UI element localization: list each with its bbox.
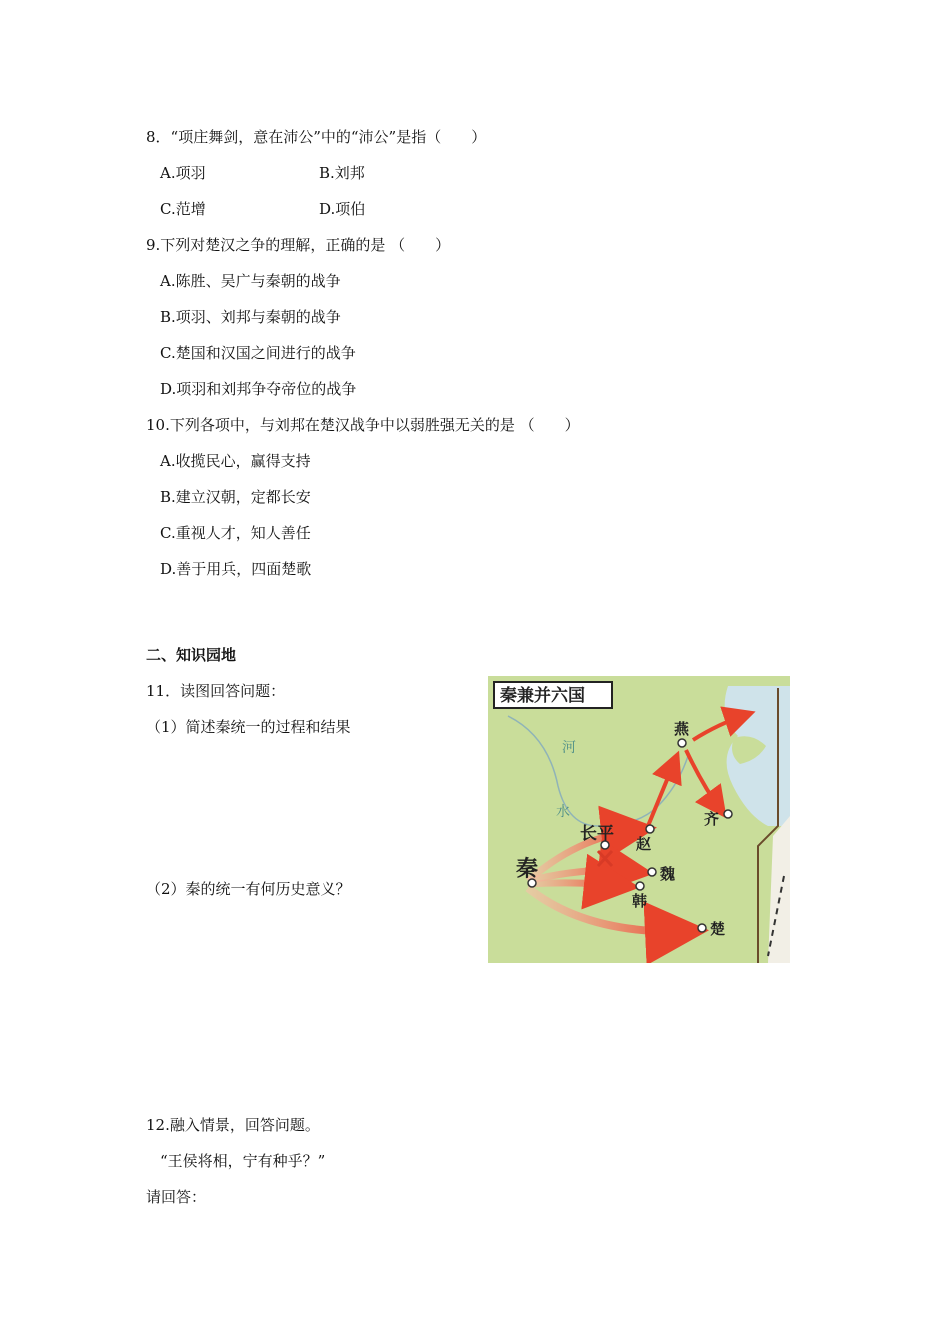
question-12-stem: 12.融入情景，回答问题。 bbox=[146, 1116, 320, 1134]
q10-option-d: D.善于用兵，四面楚歌 bbox=[160, 560, 312, 578]
city-wei-dot bbox=[648, 868, 656, 876]
label-qi: 齐 bbox=[704, 810, 720, 828]
q9-option-d: D.项羽和刘邦争夺帝位的战争 bbox=[160, 380, 357, 398]
q8-option-b: B.刘邦 bbox=[319, 164, 365, 182]
q10-option-b: B.建立汉朝，定都长安 bbox=[160, 488, 311, 506]
label-changping: 长平 bbox=[580, 824, 614, 844]
city-qi-dot bbox=[724, 810, 732, 818]
label-river-he: 河 bbox=[562, 740, 576, 756]
label-qin: 秦 bbox=[516, 857, 539, 882]
q9-option-c: C.楚国和汉国之间进行的战争 bbox=[160, 344, 356, 362]
label-wei: 魏 bbox=[660, 865, 676, 883]
q12-quote: “王侯将相，宁有种乎？” bbox=[160, 1152, 326, 1170]
question-8-stem: 8．“项庄舞剑，意在沛公”中的“沛公”是指（ ） bbox=[146, 128, 487, 146]
label-han: 韩 bbox=[632, 892, 648, 910]
q11-sub-question-1: （1）简述秦统一的过程和结果 bbox=[146, 718, 351, 736]
question-9-stem: 9.下列对楚汉之争的理解，正确的是 （ ） bbox=[146, 236, 451, 254]
question-11-stem: 11．读图回答问题： bbox=[146, 682, 286, 700]
arrow-qin-to-han bbox=[528, 883, 626, 886]
label-river-shui: 水 bbox=[556, 804, 570, 820]
question-10-stem: 10.下列各项中，与刘邦在楚汉战争中以弱胜强无关的是 （ ） bbox=[146, 416, 580, 434]
qin-unification-map bbox=[488, 676, 790, 963]
q11-sub-question-2: （2）秦的统一有何历史意义？ bbox=[146, 880, 351, 898]
q8-option-d: D.项伯 bbox=[319, 200, 366, 218]
q9-option-b: B.项羽、刘邦与秦朝的战争 bbox=[160, 308, 341, 326]
q10-option-c: C.重视人才，知人善任 bbox=[160, 524, 311, 542]
label-yan: 燕 bbox=[674, 720, 690, 738]
label-zhao: 赵 bbox=[636, 835, 652, 853]
section-2-title: 二、知识园地 bbox=[146, 646, 237, 664]
map-title: 秦兼并六国 bbox=[500, 686, 585, 706]
q8-option-a: A.项羽 bbox=[160, 164, 206, 182]
city-zhao-dot bbox=[646, 825, 654, 833]
q8-option-c: C.范增 bbox=[160, 200, 206, 218]
q10-option-a: A.收揽民心，赢得支持 bbox=[160, 452, 311, 470]
city-yan-dot bbox=[678, 739, 686, 747]
city-han-dot bbox=[636, 882, 644, 890]
q9-option-a: A.陈胜、吴广与秦朝的战争 bbox=[160, 272, 341, 290]
label-chu: 楚 bbox=[710, 920, 726, 938]
q12-prompt: 请回答： bbox=[146, 1188, 207, 1206]
city-chu-dot bbox=[698, 924, 706, 932]
